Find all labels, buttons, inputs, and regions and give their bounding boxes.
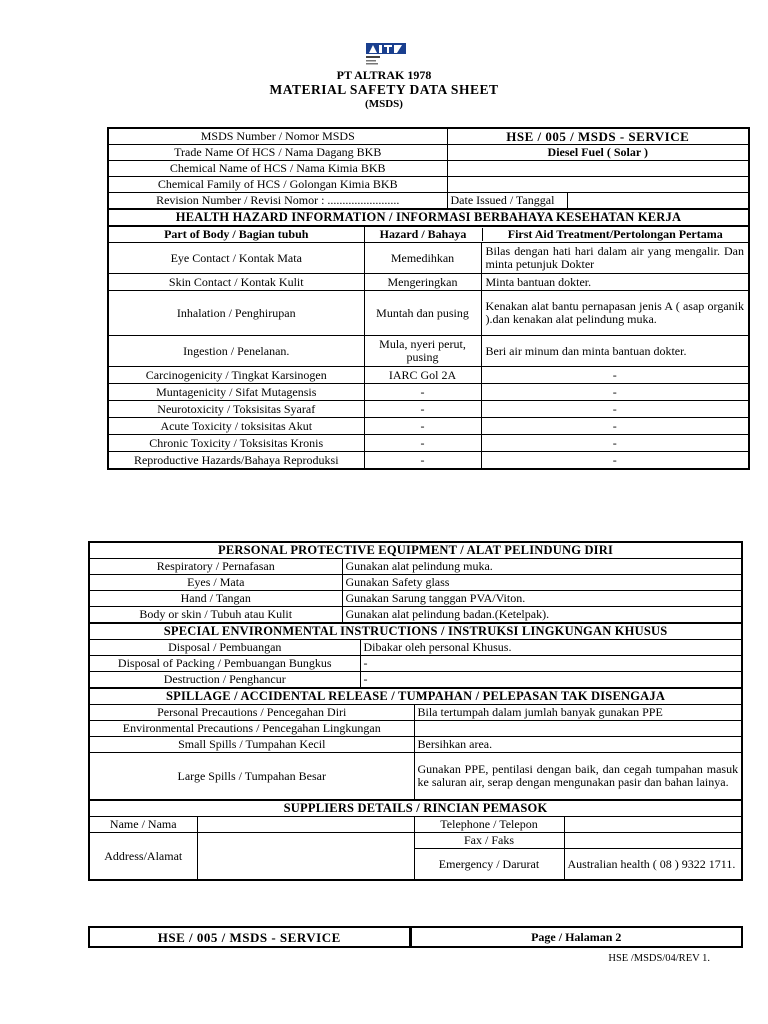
- suppliers-section-header: [89, 800, 742, 817]
- section-row: [89, 737, 742, 753]
- health-row: [108, 243, 749, 274]
- row-label: Disposal of Packing / Pembuangan Bungkus: [89, 656, 360, 672]
- chemical-name-label: Chemical Name of HCS / Nama Kimia BKB: [108, 161, 447, 177]
- fax-label: Fax / Faks: [414, 833, 564, 849]
- environmental-section-title: SPECIAL ENVIRONMENTAL INSTRUCTIONS / INSTRUKSI LINGKUNGAN KHUSUS: [89, 623, 742, 640]
- row-label: Personal Precautions / Pencegahan Diri: [89, 705, 414, 721]
- health-part: Acute Toxicity / toksisitas Akut: [108, 418, 364, 435]
- identification-health-table: [107, 127, 750, 470]
- footer-table: [88, 926, 743, 948]
- row-label: Disposal / Pembuangan: [89, 640, 360, 656]
- col-part-of-body: Part of Body / Bagian tubuh: [108, 226, 364, 243]
- health-hazard: -: [365, 435, 482, 451]
- health-hazard: Mula, nyeri perut, pusing: [365, 336, 482, 366]
- suppliers-section-title: SUPPLIERS DETAILS / RINCIAN PEMASOK: [89, 800, 742, 817]
- health-section-header: [108, 209, 749, 226]
- section-row: [89, 591, 742, 607]
- telephone-label: Telephone / Telepon: [414, 817, 564, 833]
- health-hazard-aid: [364, 418, 749, 435]
- row-value: Gunakan Safety glass: [342, 575, 742, 591]
- section-row: [89, 607, 742, 624]
- section-row: [89, 705, 742, 721]
- address-value: [197, 833, 414, 881]
- section-row: [89, 753, 742, 801]
- row-value: Gunakan alat pelindung badan.(Ketelpak).: [342, 607, 742, 624]
- trade-name-value: Diesel Fuel ( Solar ): [447, 145, 749, 161]
- health-part: Chronic Toxicity / Toksisitas Kronis: [108, 435, 364, 452]
- footer-doc-code: HSE / 005 / MSDS - SERVICE: [89, 927, 410, 947]
- health-first-aid: Bilas dengan hati hari dalam air yang mengalir. Dan minta petunjuk Dokter: [485, 244, 744, 271]
- health-row: [108, 336, 749, 367]
- revision-label: Revision Number / Revisi Nomor : ........................: [108, 193, 447, 210]
- chemical-name-row: [108, 161, 749, 177]
- supplier-name-value: [197, 817, 414, 833]
- spillage-rows: [89, 705, 742, 801]
- revision-row: [108, 193, 749, 210]
- row-value: -: [360, 656, 742, 672]
- health-first-aid: -: [612, 452, 617, 467]
- health-section-title: HEALTH HAZARD INFORMATION / INFORMASI BERBAHAYA KESEHATAN KERJA: [108, 209, 749, 226]
- altrak-logo: [365, 42, 407, 68]
- section-row: [89, 656, 742, 672]
- health-hazard: -: [365, 418, 482, 434]
- health-hazard: Muntah dan pusing: [365, 291, 482, 335]
- document-title: MATERIAL SAFETY DATA SHEET: [269, 82, 499, 97]
- row-label: Body or skin / Tubuh atau Kulit: [89, 607, 342, 624]
- health-hazard: Mengeringkan: [365, 274, 482, 290]
- health-hazard-aid: [364, 291, 749, 336]
- chemical-family-value: [447, 177, 749, 193]
- row-value: Bila tertumpah dalam jumlah banyak gunakan PPE: [414, 705, 742, 721]
- health-first-aid: Minta bantuan dokter.: [485, 274, 592, 289]
- health-row: [108, 384, 749, 401]
- health-part: Reproductive Hazards/Bahaya Reproduksi: [108, 452, 364, 470]
- supplier-fax-row: [89, 833, 742, 849]
- health-first-aid: Kenakan alat bantu pernapasan jenis A ( asap organik ).dan kenakan alat pelindung muka.: [485, 299, 744, 326]
- col-hazard-aid-wrap: [364, 226, 749, 243]
- ppe-section-header: [89, 542, 742, 559]
- col-first-aid: First Aid Treatment/Pertolongan Pertama: [507, 227, 723, 241]
- health-hazard: Memedihkan: [365, 243, 482, 273]
- health-first-aid: -: [612, 384, 617, 399]
- ppe-section-title: PERSONAL PROTECTIVE EQUIPMENT / ALAT PELINDUNG DIRI: [89, 542, 742, 559]
- supplier-name-row: [89, 817, 742, 833]
- health-part: Ingestion / Penelanan.: [108, 336, 364, 367]
- health-row: [108, 274, 749, 291]
- revision-code: HSE /MSDS/04/REV 1.: [608, 953, 710, 964]
- health-part: Inhalation / Penghirupan: [108, 291, 364, 336]
- health-first-aid: -: [612, 435, 617, 450]
- section-row: [89, 640, 742, 656]
- msds-number-row: [108, 128, 749, 145]
- telephone-value: [564, 817, 742, 833]
- col-hazard: Hazard / Bahaya: [365, 228, 483, 241]
- health-hazard: -: [365, 401, 482, 417]
- health-part: Carcinogenicity / Tingkat Karsinogen: [108, 367, 364, 384]
- row-value: Gunakan alat pelindung muka.: [342, 559, 742, 575]
- health-part: Eye Contact / Kontak Mata: [108, 243, 364, 274]
- fax-value: [564, 833, 742, 849]
- environmental-rows: [89, 640, 742, 689]
- health-hazard: -: [365, 452, 482, 468]
- health-hazard-aid: [364, 367, 749, 384]
- row-label: Small Spills / Tumpahan Kecil: [89, 737, 414, 753]
- health-first-aid: -: [612, 367, 617, 382]
- row-value: Gunakan PPE, pentilasi dengan baik, dan cegah tumpahan masuk ke saluran air, serap dengan mengunakan pasir dan bahan lainya.: [414, 753, 742, 801]
- row-value: Gunakan Sarung tanggan PVA/Viton.: [342, 591, 742, 607]
- row-label: Environmental Precautions / Pencegahan Lingkungan: [89, 721, 414, 737]
- health-hazard-aid: [364, 452, 749, 470]
- footer-page-number: Page / Halaman 2: [410, 927, 742, 947]
- health-first-aid: -: [612, 401, 617, 416]
- health-hazard-aid: [364, 243, 749, 274]
- chemical-family-label: Chemical Family of HCS / Golongan Kimia BKB: [108, 177, 447, 193]
- company-name: PT ALTRAK 1978: [336, 68, 432, 82]
- health-hazard-aid: [364, 274, 749, 291]
- health-part: Neurotoxicity / Toksisitas Syaraf: [108, 401, 364, 418]
- health-hazard: -: [365, 384, 482, 400]
- health-hazard: IARC Gol 2A: [365, 367, 482, 383]
- health-row: [108, 452, 749, 470]
- health-hazard-aid: [364, 401, 749, 418]
- health-first-aid: Beri air minum dan minta bantuan dokter.: [485, 343, 687, 358]
- date-issued-value: [567, 193, 749, 210]
- health-part: Muntagenicity / Sifat Mutagensis: [108, 384, 364, 401]
- document-subtitle: (MSDS): [365, 98, 403, 110]
- trade-name-label: Trade Name Of HCS / Nama Dagang BKB: [108, 145, 447, 161]
- health-row: [108, 418, 749, 435]
- environmental-section-header: [89, 623, 742, 640]
- chemical-name-value: [447, 161, 749, 177]
- row-label: Destruction / Penghancur: [89, 672, 360, 689]
- health-column-headers: [108, 226, 749, 243]
- emergency-label: Emergency / Darurat: [414, 849, 564, 881]
- chemical-family-row: [108, 177, 749, 193]
- health-rows: [108, 243, 749, 470]
- section-row: [89, 559, 742, 575]
- section-row: [89, 721, 742, 737]
- row-value: -: [360, 672, 742, 689]
- health-row: [108, 435, 749, 452]
- msds-number-value: HSE / 005 / MSDS - SERVICE: [447, 128, 749, 145]
- health-part: Skin Contact / Kontak Kulit: [108, 274, 364, 291]
- date-issued-label: Date Issued / Tanggal: [447, 193, 567, 210]
- supplier-name-label: Name / Nama: [89, 817, 197, 833]
- section-row: [89, 575, 742, 591]
- row-label: Hand / Tangan: [89, 591, 342, 607]
- health-hazard-aid: [364, 384, 749, 401]
- health-row: [108, 401, 749, 418]
- health-hazard-aid: [364, 336, 749, 367]
- msds-number-label: MSDS Number / Nomor MSDS: [108, 128, 447, 145]
- trade-name-row: [108, 145, 749, 161]
- emergency-value: Australian health ( 08 ) 9322 1711.: [564, 849, 742, 881]
- row-value: [414, 721, 742, 737]
- protection-table: [88, 541, 743, 881]
- section-row: [89, 672, 742, 689]
- health-first-aid: -: [612, 418, 617, 433]
- address-label: Address/Alamat: [89, 833, 197, 881]
- spillage-section-header: [89, 688, 742, 705]
- row-label: Large Spills / Tumpahan Besar: [89, 753, 414, 801]
- row-value: Bersihkan area.: [414, 737, 742, 753]
- row-label: Eyes / Mata: [89, 575, 342, 591]
- health-row: [108, 291, 749, 336]
- ppe-rows: [89, 559, 742, 624]
- health-hazard-aid: [364, 435, 749, 452]
- row-label: Respiratory / Pernafasan: [89, 559, 342, 575]
- health-row: [108, 367, 749, 384]
- spillage-section-title: SPILLAGE / ACCIDENTAL RELEASE / TUMPAHAN / PELEPASAN TAK DISENGAJA: [89, 688, 742, 705]
- row-value: Dibakar oleh personal Khusus.: [360, 640, 742, 656]
